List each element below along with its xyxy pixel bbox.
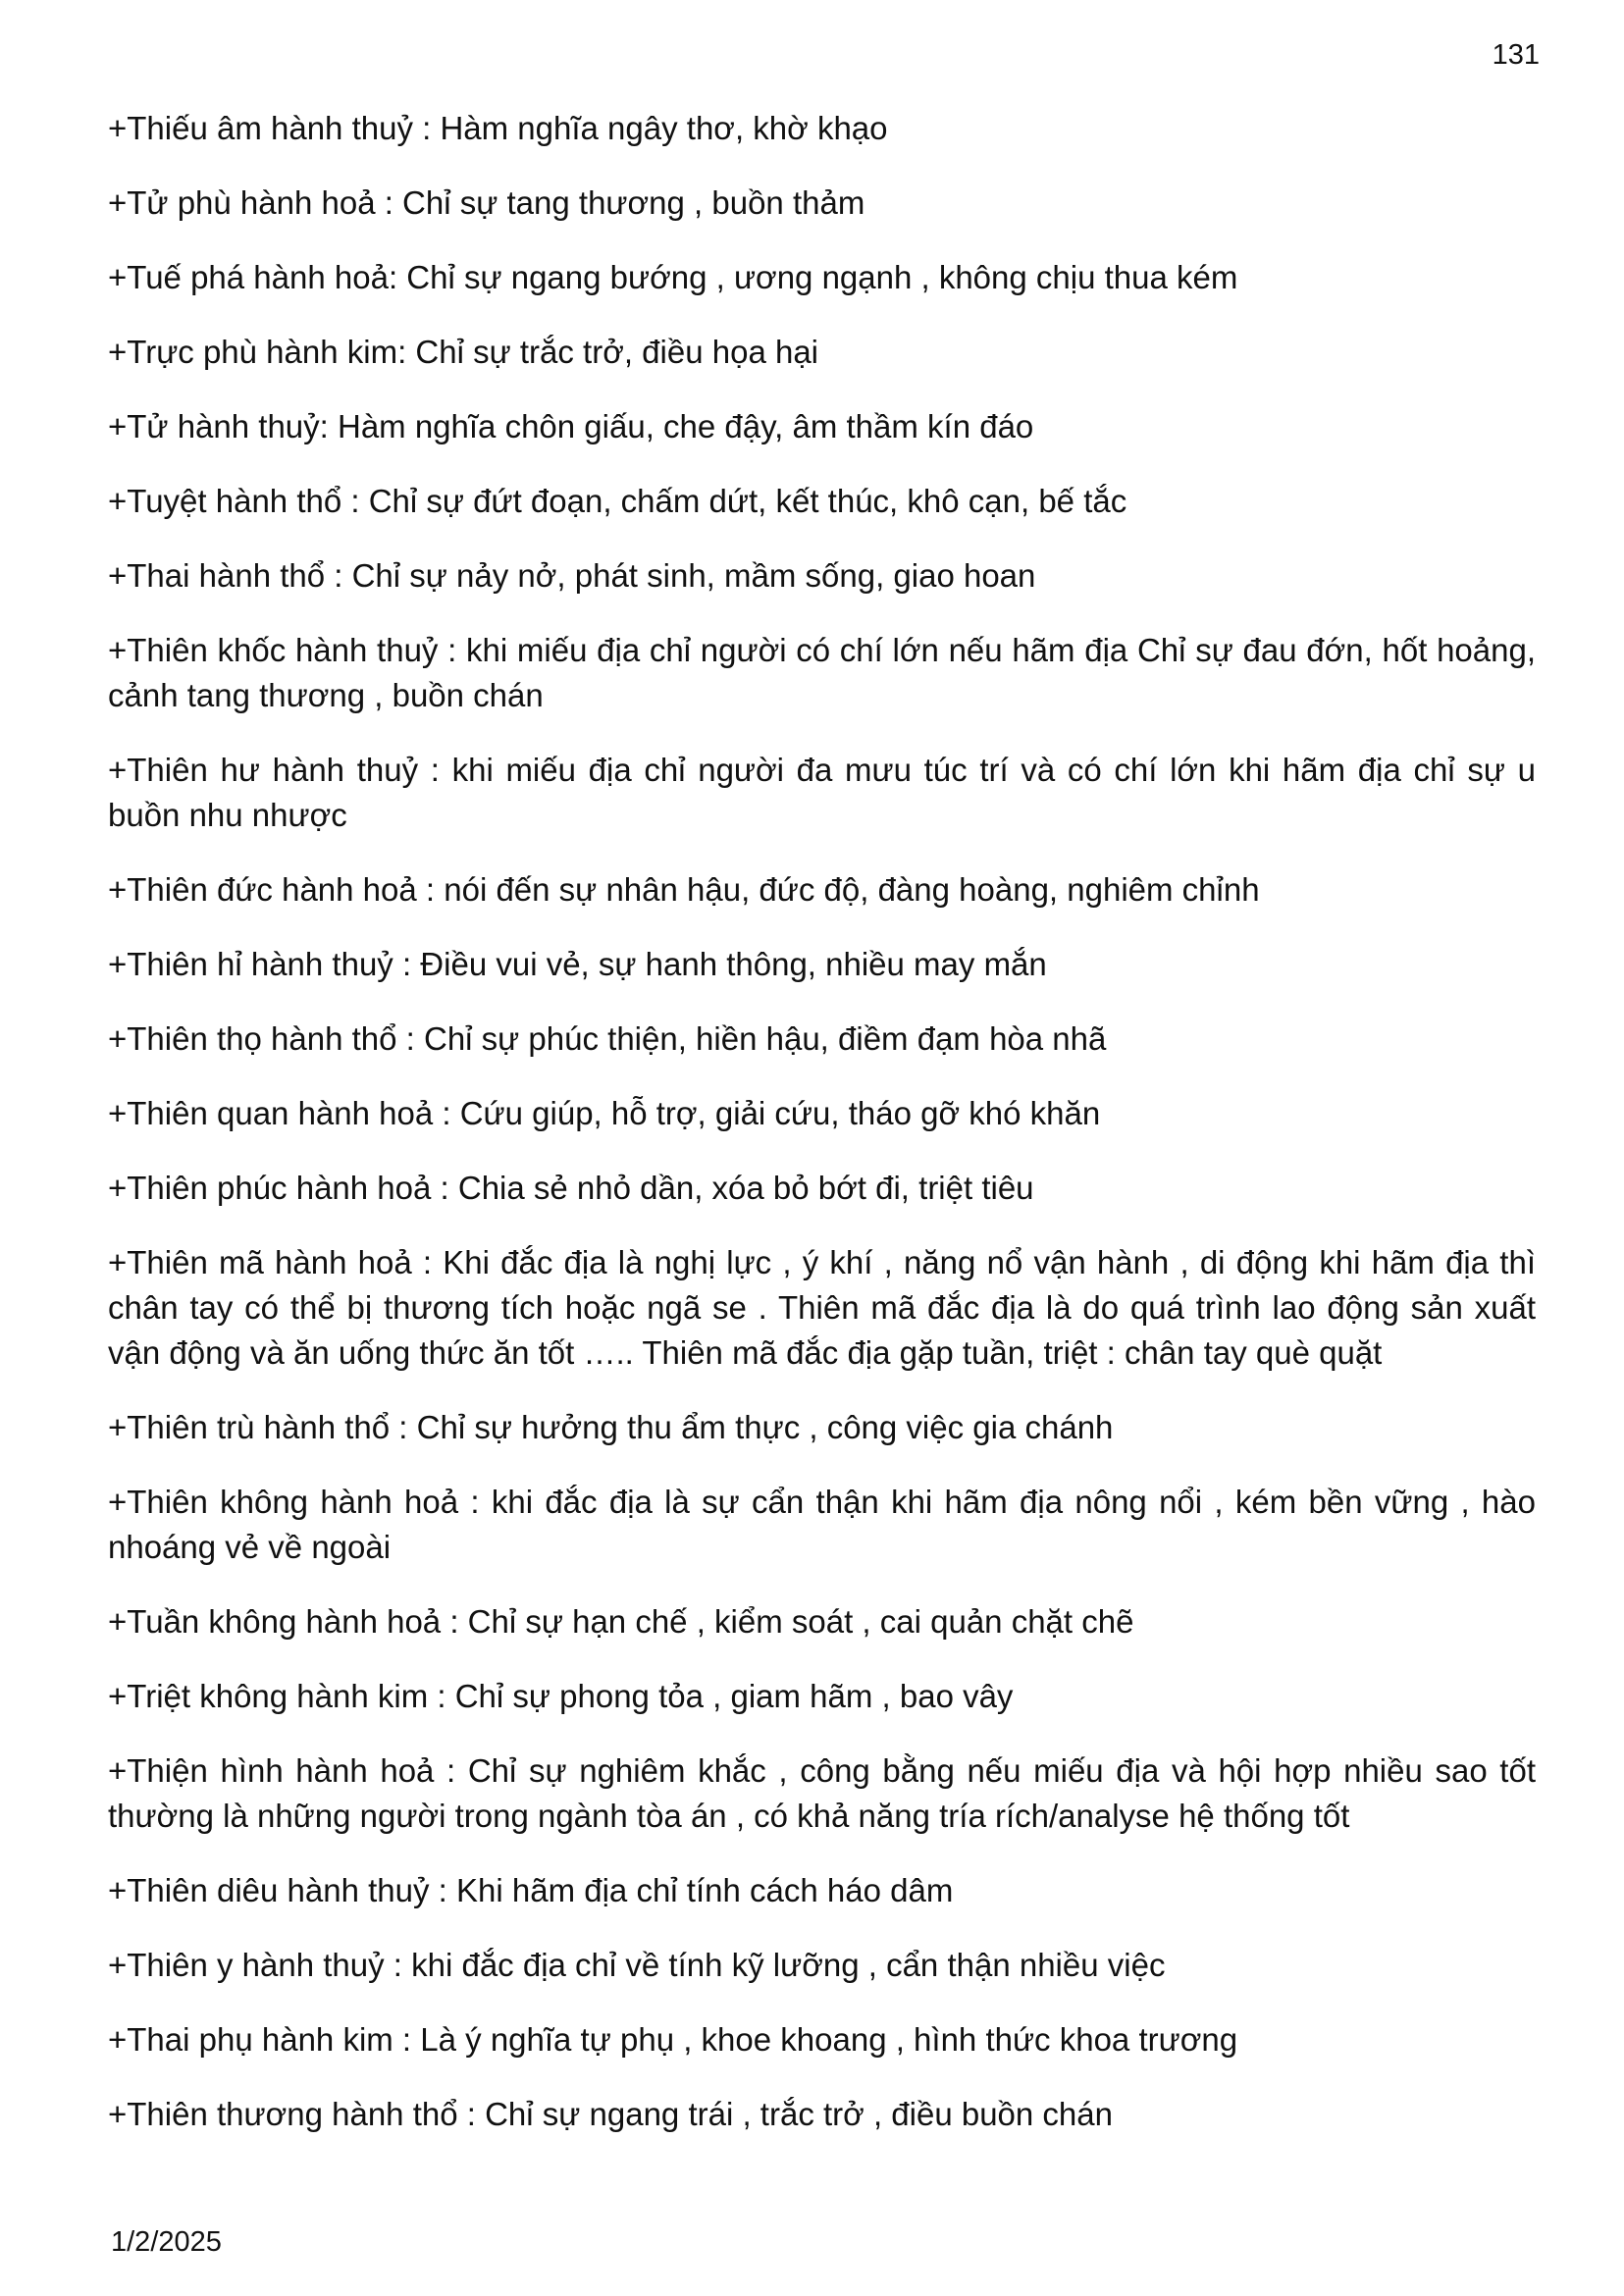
entry-thien-tru: +Thiên trù hành thổ : Chỉ sự hưởng thu ẩm thực , công việc gia chánh	[108, 1409, 1114, 1445]
entry-thien-quan: +Thiên quan hành hoả : Cứu giúp, hỗ trợ, giải cứu, tháo gỡ khó khăn	[108, 1095, 1101, 1131]
entry-thien-y: +Thiên y hành thuỷ : khi đắc địa chỉ về tính kỹ lưỡng , cẩn thận nhiều việc	[108, 1947, 1166, 1983]
entry-thai-phu: +Thai phụ hành kim : Là ý nghĩa tự phụ , khoe khoang , hình thức khoa trương	[108, 2021, 1238, 2058]
entry-thien-thuong: +Thiên thương hành thổ : Chỉ sự ngang trái , trắc trở , điều buồn chán	[108, 2096, 1113, 2132]
entry-tuyet: +Tuyệt hành thổ : Chỉ sự đứt đoạn, chấm dứt, kết thúc, khô cạn, bế tắc	[108, 483, 1127, 519]
entry-thien-ma: +Thiên mã hành hoả : Khi đắc địa là nghị lực , ý khí , năng nổ vận hành , di động khi hãm địa thì chân tay có thể bị thương tích hoặc ngã se . Thiên mã đắc địa là do quá trình lao động sản xuất vận động và ăn uống thức ăn tốt ….. Thiên mã đắc địa gặp tuần, triệt : chân tay què quặt	[108, 1244, 1536, 1371]
document-body	[108, 106, 1536, 2166]
entry-truc-phu: +Trực phù hành kim: Chỉ sự trắc trở, điều họa hại	[108, 334, 819, 370]
entry-thieu-am: +Thiếu âm hành thuỷ : Hàm nghĩa ngây thơ, khờ khạo	[108, 110, 888, 146]
entry-triet-khong: +Triệt không hành kim : Chỉ sự phong tỏa , giam hãm , bao vây	[108, 1678, 1014, 1714]
entry-tu: +Tử hành thuỷ: Hàm nghĩa chôn giấu, che đậy, âm thầm kín đáo	[108, 408, 1034, 444]
entry-thien-hu: +Thiên hư hành thuỷ : khi miếu địa chỉ người đa mưu túc trí và có chí lớn khi hãm địa chỉ sự u buồn nhu nhược	[108, 752, 1536, 833]
entry-tue-pha: +Tuế phá hành hoả: Chỉ sự ngang bướng , ương ngạnh , không chịu thua kém	[108, 259, 1238, 295]
entry-thai: +Thai hành thổ : Chỉ sự nảy nở, phát sinh, mầm sống, giao hoan	[108, 557, 1036, 594]
entry-tuan-khong: +Tuần không hành hoả : Chỉ sự hạn chế , kiểm soát , cai quản chặt chẽ	[108, 1603, 1134, 1640]
entry-thien-dieu: +Thiên diêu hành thuỷ : Khi hãm địa chỉ tính cách háo dâm	[108, 1872, 954, 1908]
footer-date: 1/2/2025	[111, 2226, 222, 2258]
entry-tu-phu: +Tử phù hành hoả : Chỉ sự tang thương , buồn thảm	[108, 184, 865, 221]
entry-thien-phuc: +Thiên phúc hành hoả : Chia sẻ nhỏ dần, xóa bỏ bớt đi, triệt tiêu	[108, 1170, 1034, 1206]
entry-thien-khong: +Thiên không hành hoả : khi đắc địa là sự cẩn thận khi hãm địa nông nổi , kém bền vững , hào nhoáng vẻ về ngoài	[108, 1484, 1536, 1565]
entry-thien-khoc: +Thiên khốc hành thuỷ : khi miếu địa chỉ người có chí lớn nếu hãm địa Chỉ sự đau đớn, hốt hoảng, cảnh tang thương , buồn chán	[108, 632, 1536, 713]
page-number: 131	[1492, 39, 1540, 71]
entry-thien-hinh: +Thiện hình hành hoả : Chỉ sự nghiêm khắc , công bằng nếu miếu địa và hội hợp nhiều sao tốt thường là những người trong ngành tòa án , có khả năng tría rích/analyse hệ thống tốt	[108, 1752, 1536, 1834]
entry-thien-tho: +Thiên thọ hành thổ : Chỉ sự phúc thiện, hiền hậu, điềm đạm hòa nhã	[108, 1020, 1107, 1057]
entry-thien-duc: +Thiên đức hành hoả : nói đến sự nhân hậu, đức độ, đàng hoàng, nghiêm chỉnh	[108, 871, 1260, 908]
entry-thien-hi: +Thiên hỉ hành thuỷ : Điều vui vẻ, sự hanh thông, nhiều may mắn	[108, 946, 1047, 982]
